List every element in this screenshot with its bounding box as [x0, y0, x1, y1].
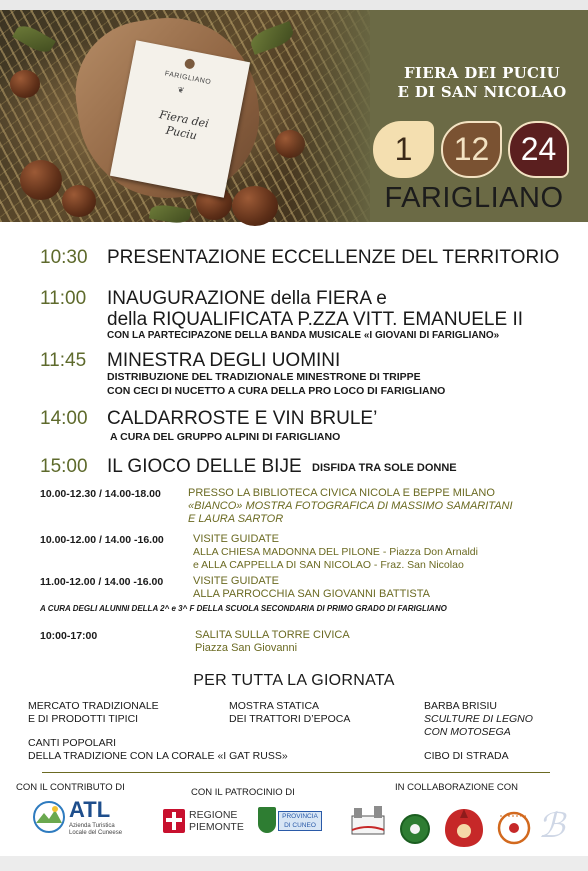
- regione-shield-icon: [163, 809, 185, 833]
- provincia-cuneo-logo: [258, 805, 324, 839]
- top-strip: [0, 0, 588, 10]
- chestnut-icon: [20, 160, 62, 200]
- alpini-logo: [400, 814, 430, 844]
- poster: [0, 10, 588, 856]
- leaf-icon: [12, 21, 56, 57]
- chestnut-icon: [232, 186, 278, 226]
- side-event-line: SALITA SULLA TORRE CIVICA: [195, 629, 350, 641]
- event-title: CALDARROSTE E VIN BRULE’: [107, 408, 378, 429]
- event-time: 11:00: [40, 288, 87, 309]
- date-month: 12: [441, 121, 502, 178]
- side-event-time: 10.00-12.00 / 14.00 -16.00: [40, 534, 164, 546]
- event-time: 10:30: [40, 247, 88, 268]
- event-subtitle: A CURA DEL GRUPPO ALPINI DI FARIGLIANO: [110, 431, 341, 443]
- tag-brand: FARIGLIANO: [164, 70, 212, 87]
- event-title: INAUGURAZIONE della FIERA e: [107, 288, 387, 309]
- event-title: IL GIOCO DELLE BIJE: [107, 456, 302, 477]
- partner-logo-b: [538, 806, 574, 846]
- all-day-line: BARBA BRISIU: [424, 700, 497, 712]
- atl-sub-line: Azienda Turistica: [69, 823, 115, 829]
- town-name: FARIGLIANO: [384, 182, 564, 214]
- side-event-line: VISITE GUIDATE: [193, 575, 279, 587]
- all-day-line: MERCATO TRADIZIONALE: [28, 700, 159, 712]
- atl-sub-line: Locale del Cuneese: [69, 830, 123, 836]
- all-day-barba: [424, 700, 533, 739]
- collaboration-label: IN COLLABORAZIONE CON: [395, 782, 518, 793]
- fair-title-line2: E DI SAN NICOLAO: [397, 83, 567, 101]
- patronage-label: CON IL PATROCINIO DI: [191, 787, 295, 798]
- all-day-line: SCULTURE DI LEGNO: [424, 713, 533, 725]
- atl-logo: [33, 797, 133, 841]
- side-event-line: Piazza San Giovanni: [195, 642, 298, 654]
- side-event-time: 10:00-17:00: [40, 630, 98, 642]
- students-note: A CURA DEGLI ALUNNI DELLA 2^ e 3^ F DELLA SCUOLA SECONDARIA DI PRIMO GRADO DI FARIGLIANO: [40, 604, 447, 613]
- fair-title-line1: FIERA DEI PUCIU: [403, 64, 560, 82]
- tag-hole: [184, 58, 196, 70]
- side-event-line: E LAURA SARTOR: [188, 513, 284, 525]
- poster-header: [0, 10, 588, 222]
- all-day-title: PER TUTTA LA GIORNATA: [193, 672, 395, 689]
- photo-fade: [290, 10, 380, 222]
- pro-loco-logo: [348, 802, 388, 838]
- leaf-icon: [248, 21, 296, 55]
- divider: [42, 772, 550, 773]
- side-event-time: 11.00-12.00 / 14.00 -16.00: [40, 576, 164, 588]
- event-subtitle: DISTRIBUZIONE DEL TRADIZIONALE MINESTRONE DI TRIPPE: [107, 371, 421, 383]
- all-day-songs: [28, 737, 288, 763]
- atl-emblem-icon: [33, 801, 65, 837]
- all-day-tractors: [229, 700, 350, 726]
- all-day-line: DEI TRATTORI D’EPOCA: [229, 713, 351, 725]
- atl-sub: [69, 823, 122, 837]
- event-time: 11:45: [40, 350, 87, 371]
- all-day-line: DELLA TRADIZIONE CON LA CORALE «I GAT RUSS»: [28, 750, 288, 762]
- event-subtitle: CON LA PARTECIPAZONE DELLA BANDA MUSICALE «I GIOVANI DI FARIGLIANO»: [107, 330, 500, 341]
- side-event-line: «BIANCO» MOSTRA FOTOGRAFICA DI MASSIMO SAMARITANI: [188, 500, 513, 512]
- side-event-line: ALLA PARROCCHIA SAN GIOVANNI BATTISTA: [193, 588, 430, 600]
- tag-logo-icon: ❦: [176, 85, 186, 96]
- partner-logo-ring: [492, 808, 536, 848]
- regione-piemonte-logo: [163, 807, 247, 837]
- date-day: 1: [373, 121, 434, 178]
- regione-line: PIEMONTE: [189, 821, 244, 833]
- chestnut-icon: [10, 70, 40, 98]
- ring-badge-icon: [492, 808, 536, 848]
- side-event-line: VISITE GUIDATE: [193, 533, 279, 545]
- date-year: 24: [508, 121, 569, 178]
- provincia-line: DI CUNEO: [284, 822, 316, 829]
- event-title-line2: della RIQUALIFICATA P.ZZA VITT. EMANUELE II: [107, 309, 524, 330]
- side-event-line: PRESSO LA BIBLIOTECA CIVICA NICOLA E BEPPE MILANO: [188, 487, 495, 499]
- event-subtitle-line2: CON CECI DI NUCETTO A CURA DELLA PRO LOCO DI FARIGLIANO: [107, 385, 446, 397]
- regione-text: [189, 809, 244, 833]
- leaf-icon: [149, 203, 191, 226]
- fair-title: [376, 64, 588, 102]
- provincia-shield-icon: [258, 807, 276, 833]
- side-event-line: ALLA CHIESA MADONNA DEL PILONE - Piazza Don Arnaldi: [193, 546, 478, 558]
- atl-name: ATL: [69, 797, 111, 822]
- event-time: 15:00: [40, 456, 88, 477]
- all-day-line: MOSTRA STATICA: [229, 700, 320, 712]
- all-day-line: CANTI POPOLARI: [28, 737, 117, 749]
- puciu-logo: [442, 806, 486, 850]
- castle-icon: [348, 802, 388, 838]
- event-title: PRESENTAZIONE ECCELLENZE DEL TERRITORIO: [107, 247, 560, 268]
- side-event-time: 10.00-12.30 / 14.00-18.00: [40, 488, 161, 500]
- event-time: 14:00: [40, 408, 88, 429]
- chestnut-icon: [62, 185, 96, 217]
- side-event-line: e ALLA CAPPELLA DI SAN NICOLAO - Fraz. San Nicolao: [193, 559, 464, 571]
- provincia-line: PROVINCIA: [282, 813, 318, 820]
- all-day-line: CON MOTOSEGA: [424, 726, 511, 738]
- script-b-icon: ℬ: [538, 806, 565, 846]
- regione-line: REGIONE: [189, 809, 238, 821]
- bottom-strip: [0, 856, 588, 871]
- alpini-emblem-icon: [410, 824, 420, 834]
- all-day-street-food: CIBO DI STRADA: [424, 750, 509, 762]
- tag-title: Fiera dei Puciu: [158, 108, 210, 143]
- event-title: MINESTRA DEGLI UOMINI: [107, 350, 341, 371]
- all-day-market: [28, 700, 159, 726]
- contribution-label: CON IL CONTRIBUTO DI: [16, 782, 125, 793]
- provincia-text: [278, 811, 322, 831]
- event-inline-note: DISFIDA TRA SOLE DONNE: [312, 462, 457, 474]
- chestnut-badge-icon: [442, 806, 486, 850]
- all-day-line: E DI PRODOTTI TIPICI: [28, 713, 139, 725]
